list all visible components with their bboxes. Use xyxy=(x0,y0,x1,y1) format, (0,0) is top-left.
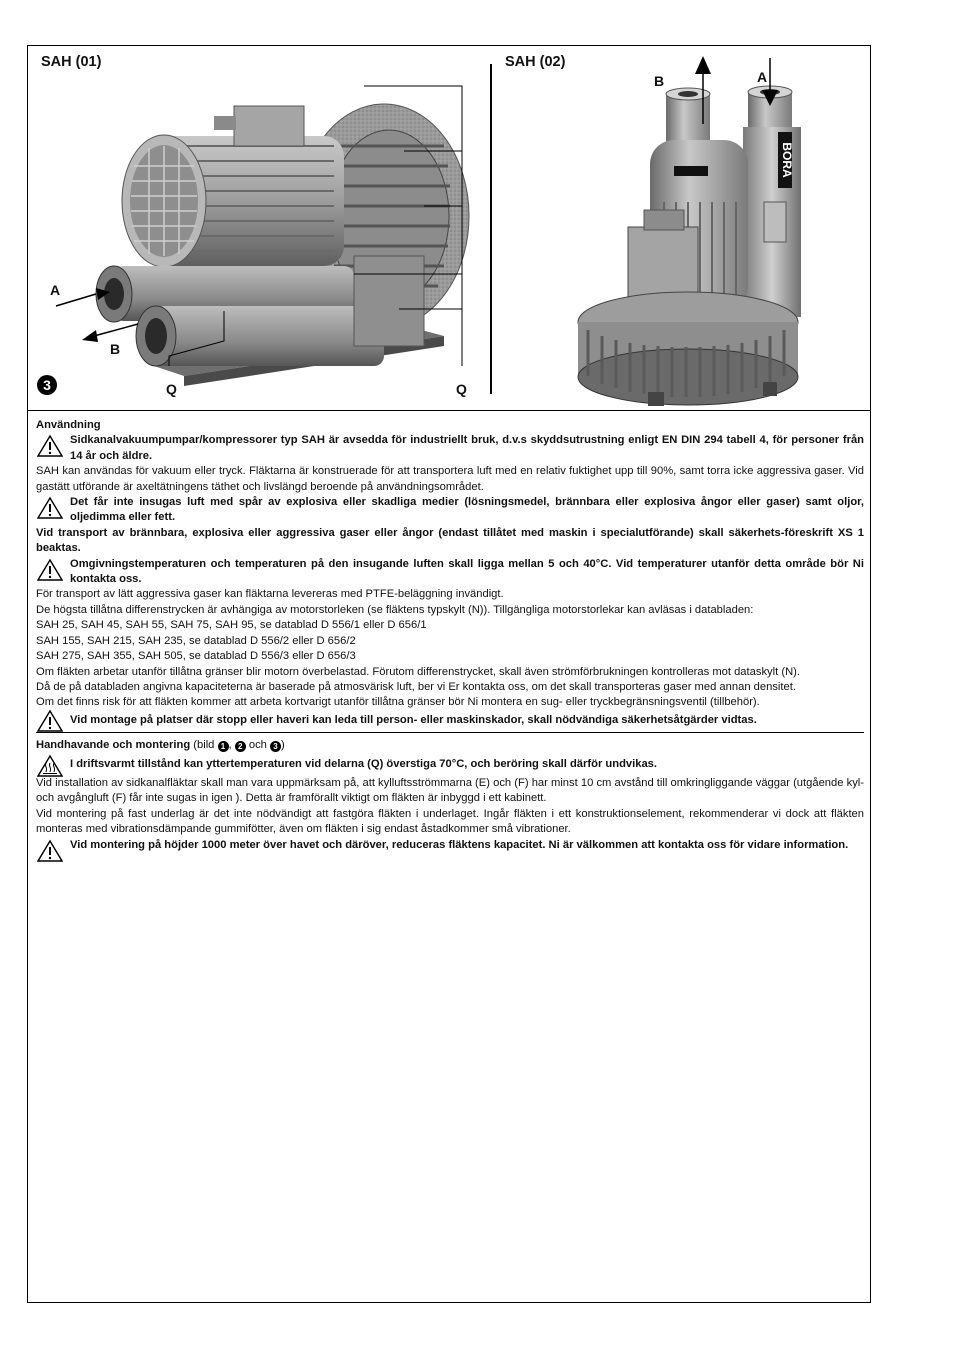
brand-label: BORA xyxy=(780,142,794,178)
warning-hot-surface xyxy=(36,757,864,772)
paragraph-bold: Vid transport av brännbara, explosiva eller aggressiva gaser eller ångor (endast tillåtet med maskin i specialutförande) skall säkerhets-föreskrift XS 1 beaktas. xyxy=(36,526,864,555)
figure-text-separator xyxy=(28,410,870,411)
warning-text: Vid montage på platser där stopp eller haveri kan leda till person- eller maskinskador, skall nödvändiga säkerhetsåtgärder vidtas. xyxy=(70,713,757,726)
figure-ref-sep: , xyxy=(228,739,235,752)
paragraph: Om fläkten arbetar utanför tillåtna gränser blir motorn överbelastad. Förutom differenstrycket, skall även strömförbrukningen kontrolleras mot dataskylt (N). xyxy=(36,665,800,678)
paragraph: De högsta tillåtna differenstrycken är avhängiga av motorstorleken (se fläktens typskylt (N)). Tillgängliga motorstorlekar kan avläsas i databladen: xyxy=(36,603,754,616)
warning-triangle-icon xyxy=(37,709,63,733)
warning-triangle-icon xyxy=(37,558,63,582)
paragraph: Om det finns risk för att fläkten kommer att arbeta kortvarigt utanför tillåtna gränser bör Ni montera en sug- eller tryckbegränsningsventil (tillbehör). xyxy=(36,696,760,709)
figure-sah01-illustration xyxy=(34,66,484,406)
figure-left-label: SAH (01) xyxy=(41,54,102,70)
letter-q-left: Q xyxy=(166,381,177,397)
section-title-anvandning: Användning xyxy=(36,419,101,431)
paragraph: SAH 275, SAH 355, SAH 505, se datablad D 556/3 eller D 656/3 xyxy=(36,650,356,663)
figure-ref-2: 2 xyxy=(235,741,246,752)
page-frame xyxy=(27,45,871,1303)
warning-text: Det får inte insugas luft med spår av explosiva eller skadliga medier (lösningsmedel, brännbara eller explosiva ångor eller gaser) samt oljor, oljedimma eller fett. xyxy=(70,496,864,524)
figure-ref-close: ) xyxy=(281,739,285,752)
figure-ref-open: (bild xyxy=(190,739,218,752)
paragraph: För transport av lätt aggressiva gaser kan fläktarna levereras med PTFE-beläggning invändigt. xyxy=(36,588,504,601)
warning-safety-measures xyxy=(36,713,864,728)
warning-triangle-icon xyxy=(37,434,63,458)
warning-intended-use xyxy=(36,433,864,464)
paragraph: Då de på databladen angivna kapaciteterna är baserade på atmosvärisk luft, ber vi Er kontakta oss, om det skall transporteras gaser med annan densitet. xyxy=(36,680,796,693)
hot-surface-warning-icon xyxy=(37,754,63,778)
paragraph: Vid montering på fast underlag är det inte nödvändigt att fastgöra fläkten i underlaget. Ingår fläkten i ett konstruktionselement, rekommenderar vi dock att fläkten monteras med vibrationsdämpande gummifötter, även om fläkten i sig endast åstadkommer små vibrationer. xyxy=(36,807,864,836)
warning-text: Vid montering på höjder 1000 meter över havet och däröver, reduceras fläktens kapacitet. Ni är välkommen att kontakta oss för vidare information. xyxy=(70,838,849,851)
warning-triangle-icon xyxy=(37,496,63,520)
warning-no-explosive xyxy=(36,495,864,526)
figure-ref-3: 3 xyxy=(270,741,281,752)
section-separator xyxy=(36,732,864,733)
paragraph: SAH 25, SAH 45, SAH 55, SAH 75, SAH 95, se datablad D 556/1 eller D 656/1 xyxy=(36,619,427,632)
figure-divider xyxy=(490,64,492,394)
warning-text: Omgivningstemperaturen och temperaturen på den insugande luften skall ligga mellan 5 och 40°C. Vid temperaturer utanför detta område bör Ni kontakta oss. xyxy=(70,557,864,586)
warning-triangle-icon xyxy=(37,839,63,863)
paragraph: Vid installation av sidkanalfläktar skall man vara uppmärksam på, att kylluftsströmmarna (E) och (F) har minst 10 cm avstånd till omkringliggande väggar (utgående kyl- och avgångluft (F) får inte sugas in igen ). Detta är framförallt viktigt om fläkten är inbyggd i ett kabinett. xyxy=(36,776,864,805)
figure-right-label: SAH (02) xyxy=(505,54,566,70)
section-title-handhavande xyxy=(36,738,864,753)
letter-q-right: Q xyxy=(456,381,467,397)
letter-a-right: A xyxy=(757,69,768,85)
text-body xyxy=(36,418,864,853)
warning-text: Sidkanalvakuumpumpar/kompressorer typ SAH är avsedda för industriellt bruk, d.v.s skyddsutrustning enligt EN DIN 294 tabell 4, för personer från 14 år och äldre. xyxy=(70,434,864,462)
letter-b-right: B xyxy=(654,73,665,89)
figure-ref-1: 1 xyxy=(218,741,229,752)
figure-number-badge xyxy=(37,375,57,395)
warning-temperature xyxy=(36,557,864,588)
warning-altitude xyxy=(36,838,864,853)
figure-number: 3 xyxy=(43,377,51,393)
figure-ref-and: och xyxy=(245,739,270,752)
section-title-text: Handhavande och montering xyxy=(36,739,191,752)
warning-text: I driftsvarmt tillstånd kan yttertemperaturen vid delarna (Q) överstiga 70°C, och beröring skall därför undvikas. xyxy=(70,757,658,770)
figure-sah02-illustration xyxy=(568,52,818,408)
paragraph: SAH kan användas för vakuum eller tryck. Fläktarna är konstruerade för att transportera luft med en relativ fuktighet upp till 90%, samt torra icke aggressiva gaser. Vid gastätt utförande är axeltätningens täthet och livslängd beroende på användningsområdet. xyxy=(36,465,864,493)
paragraph: SAH 155, SAH 215, SAH 235, se datablad D 556/2 eller D 656/2 xyxy=(36,634,356,647)
letter-b-left: B xyxy=(110,341,121,357)
letter-a-left: A xyxy=(50,282,61,298)
